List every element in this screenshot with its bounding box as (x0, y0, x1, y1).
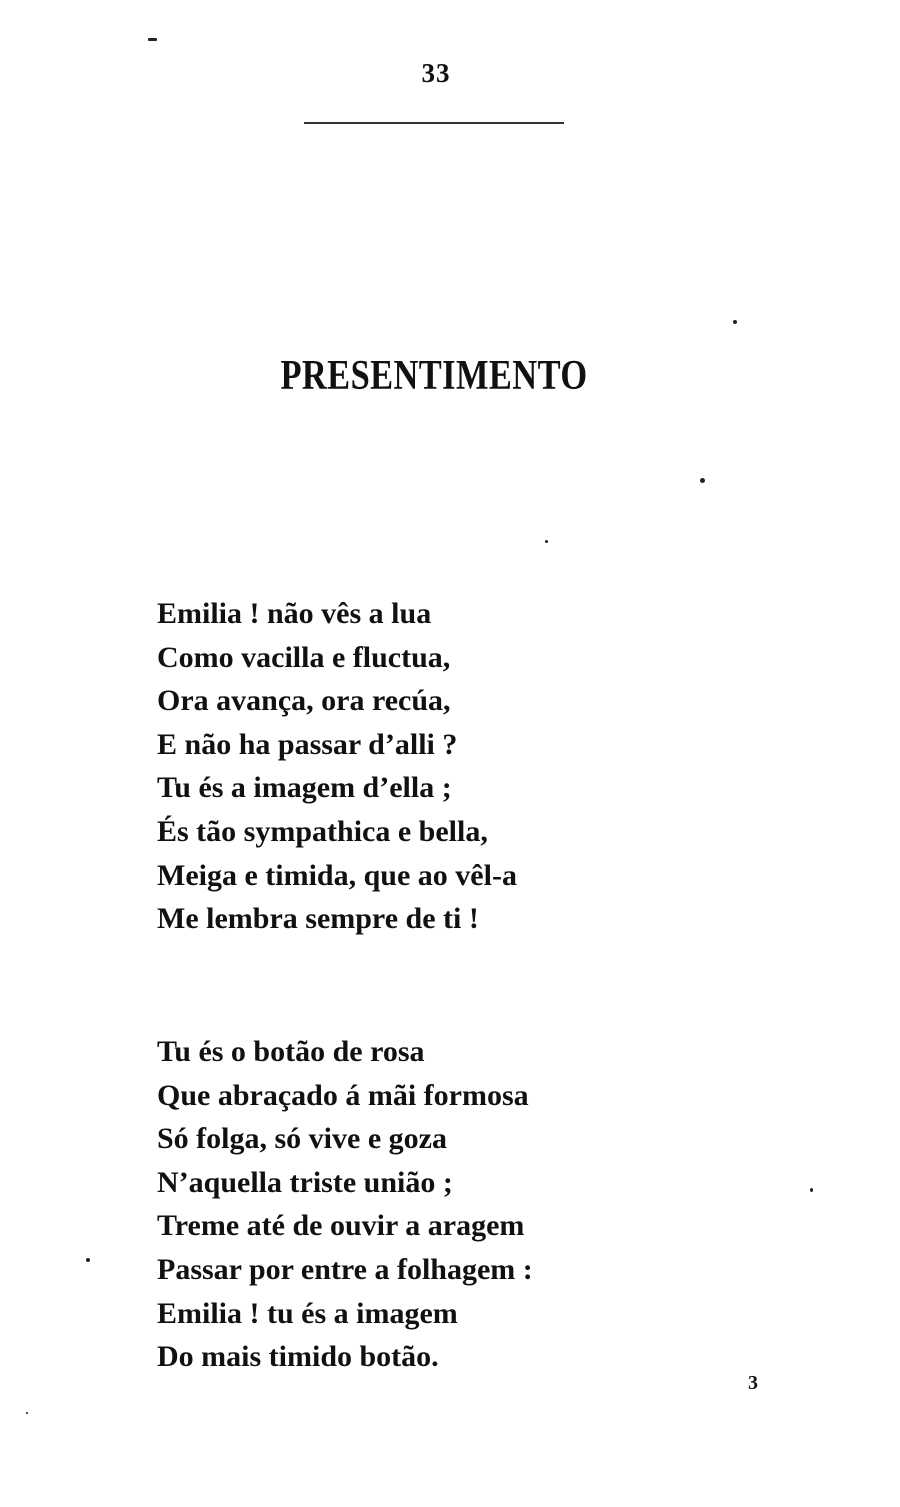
verse-line: Ora avança, ora recúa, (157, 684, 451, 718)
verse-line: Passar por entre a folhagem : (157, 1252, 533, 1286)
print-speck (26, 1412, 28, 1414)
verse-line: E não ha passar d’alli ? (157, 727, 458, 761)
print-speck (148, 38, 157, 41)
verse-line: Treme até de ouvir a aragem (157, 1209, 525, 1243)
verse-line: N’aquella triste união ; (157, 1165, 453, 1199)
verse-line: Emilia ! não vês a lua (157, 597, 432, 630)
print-speck (810, 1188, 813, 1192)
verse-line: Me lembra sempre de ti ! (157, 902, 479, 936)
verse-line: Que abraçado á mãi formosa (157, 1078, 529, 1112)
header-rule (304, 122, 564, 124)
verse-line: Como vacilla e fluctua, (157, 640, 451, 674)
verse-line: Meiga e timida, que ao vêl-a (157, 858, 517, 892)
verse-line: Emilia ! tu és a imagem (157, 1296, 458, 1330)
verse-line: Só folga, só vive e goza (157, 1122, 447, 1156)
signature-mark: 3 (748, 1372, 758, 1394)
page-number: 33 (421, 58, 451, 88)
verse-line: Tu és o botão de rosa (157, 1035, 425, 1068)
print-speck (86, 1258, 90, 1262)
poem-title: PRESENTIMENTO (280, 353, 588, 399)
print-speck (733, 320, 737, 324)
verse-line: Do mais timido botão. (157, 1340, 439, 1374)
stanza-2 (157, 1030, 533, 1379)
verse-line: Tu és a imagem d’ella ; (157, 771, 452, 805)
verse-line: És tão sympathica e bella, (157, 814, 488, 848)
stanza-1 (157, 592, 517, 941)
print-speck (700, 478, 705, 483)
print-speck (545, 540, 548, 543)
